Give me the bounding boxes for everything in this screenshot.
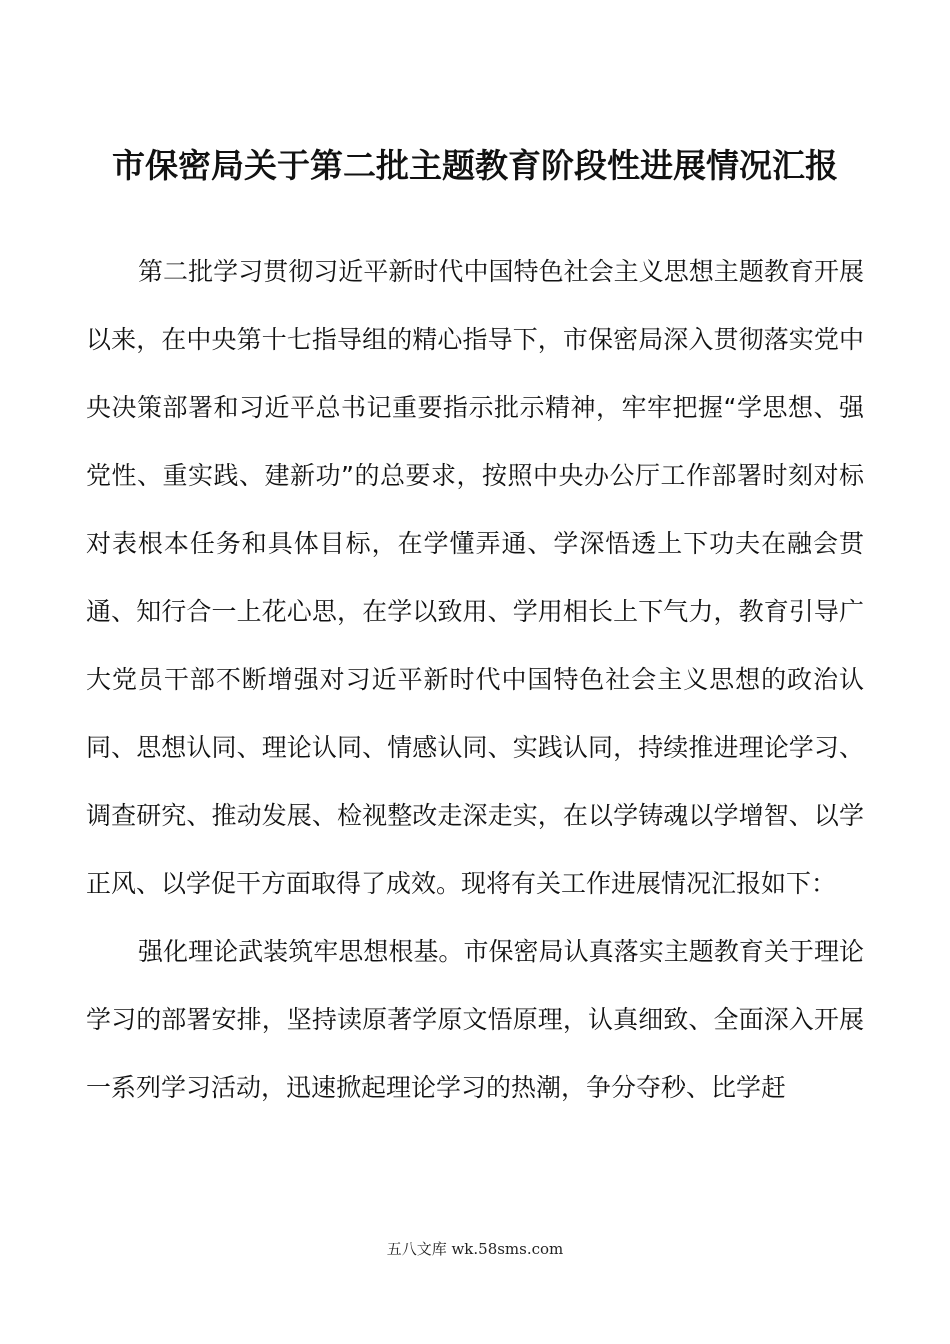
document-body: [86, 238, 864, 1122]
footer-watermark: 五八文库 wk.58sms.com: [386, 1240, 564, 1258]
paragraph-intro: 第二批学习贯彻习近平新时代中国特色社会主义思想主题教育开展以来，在中央第十七指导组的精心指导下，市保密局深入贯彻落实党中央决策部署和习近平总书记重要指示批示精神，牢牢把握“学思想、强党性、重实践、建新功”的总要求，按照中央办公厅工作部署时刻对标对表根本任务和具体目标，在学懂弄通、学深悟透上下功夫在融会贯通、知行合一上花心思，在学以致用、学用相长上下气力，教育引导广大党员干部不断增强对习近平新时代中国特色社会主义思想的政治认同、思想认同、理论认同、情感认同、实践认同，持续推进理论学习、调查研究、推动发展、检视整改走深走实，在以学铸魂以学增智、以学正风、以学促干方面取得了成效。现将有关工作进展情况汇报如下：: [86, 257, 864, 898]
document-title: 市保密局关于第二批主题教育阶段性进展情况汇报: [112, 146, 838, 185]
paragraph-theory: 强化理论武装筑牢思想根基。市保密局认真落实主题教育关于理论学习的部署安排，坚持读原著学原文悟原理，认真细致、全面深入开展一系列学习活动，迅速掀起理论学习的热潮，争分夺秒、比学赶: [86, 937, 864, 1102]
